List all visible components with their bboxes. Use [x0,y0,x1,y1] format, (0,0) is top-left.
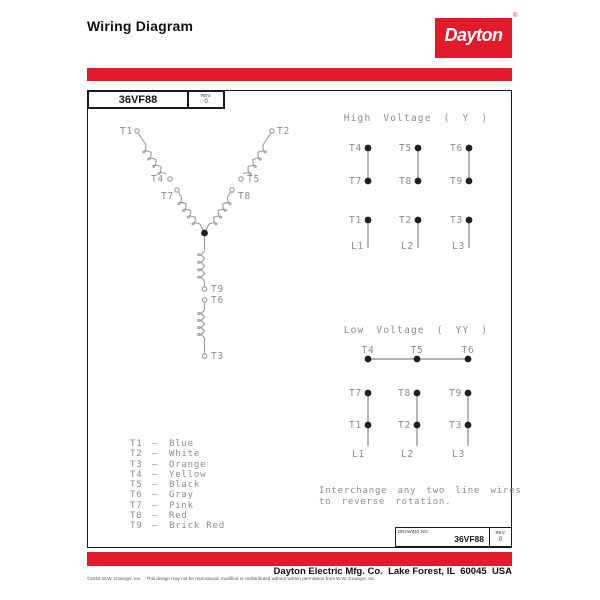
lv-mid-label: T2 [397,420,411,431]
hv-jumper-label-top: T6 [449,143,463,154]
top-red-bar [87,68,512,81]
hv-jumper-label-top: T4 [348,143,362,154]
label-T5: T5 [247,174,261,185]
label-T9: T9 [211,284,225,295]
legend-terminal: T5 [130,480,143,491]
legend-terminal: T7 [130,500,143,511]
rotation-note-line2: to reverse rotation. [319,496,452,507]
legend-dash: – [152,480,159,491]
legend-terminal: T2 [130,449,143,460]
legend-dash: – [152,490,159,501]
legend-row [130,511,225,521]
legend-dash: – [152,500,159,511]
label-T8: T8 [238,191,252,202]
legend-row [130,439,225,449]
legend-color-name: Orange [169,459,207,470]
rotation-note [319,486,522,507]
wire-color-legend [130,439,225,532]
part-number: 36VF88 [89,92,189,107]
label-T2: T2 [277,126,291,137]
label-T4: T4 [150,174,164,185]
legend-dash: – [152,439,159,449]
legend-terminal: T9 [130,521,143,532]
copyright-text: ©2015 W.W. Grainger, Inc. This design may not be reproduced, modified or redistributed without written permission from W.W. Grainger, Inc. [87,576,376,581]
legend-terminal: T6 [130,490,143,501]
hv-terminal-label: T2 [398,215,412,226]
label-T6: T6 [211,295,225,306]
bottom-rev-cell [490,528,511,546]
legend-color-name: Blue [169,439,194,449]
rev-value: 0 [204,99,208,106]
hv-jumper-label-bottom: T8 [398,176,412,187]
lv-tie-label: T5 [410,345,424,356]
lv-line-label: L1 [351,449,365,460]
legend-terminal: T4 [130,469,143,480]
bottom-title-block [395,527,512,547]
low-voltage-title: Low Voltage ( YY ) [343,325,489,336]
hv-terminal-label: T3 [449,215,463,226]
legend-row [130,460,225,470]
rotation-note-line1: Interchange any two line wires [319,486,522,496]
hv-terminal-label: T1 [348,215,362,226]
top-title-block [87,90,225,109]
rev-label: REV. [495,530,506,536]
legend-row [130,501,225,511]
legend-dash: – [152,469,159,480]
hv-jumper-label-bottom: T7 [348,176,362,187]
legend-color-name: Red [169,511,188,522]
legend-color-name: Pink [169,500,194,511]
lv-line-label: L3 [451,449,465,460]
legend-row [130,480,225,490]
dayton-logo [435,18,512,58]
label-T3: T3 [211,351,225,362]
legend-terminal: T8 [130,511,143,522]
hv-line-label: L3 [451,241,465,252]
legend-dash: – [152,511,159,522]
legend-color-name: Brick Red [169,521,225,532]
legend-terminal: T1 [130,439,143,449]
lv-mid-label: T1 [348,420,362,431]
hv-jumper-label-bottom: T9 [449,176,463,187]
high-voltage-title: High Voltage ( Y ) [343,113,489,124]
rev-value: 0 [498,536,503,543]
legend-row [130,490,225,500]
drawing-number-cell [396,528,490,546]
legend-color-name: Yellow [169,469,207,480]
lv-line-label: L2 [400,449,414,460]
label-T1: T1 [119,126,133,137]
drawing-no-value: 36VF88 [454,534,484,544]
registered-trademark-icon: ® [513,13,518,19]
label-T7: T7 [160,191,174,202]
hv-line-label: L1 [350,241,364,252]
legend-color-name: White [169,449,201,460]
lv-top-label: T7 [348,388,362,399]
legend-color-name: Gray [169,490,194,501]
lv-tie-label: T6 [461,345,475,356]
legend-color-name: Black [169,480,201,491]
document-title: Wiring Diagram [87,18,194,34]
legend-terminal: T3 [130,459,143,470]
lv-tie-label: T4 [361,345,375,356]
legend-dash: – [152,459,159,470]
hv-line-label: L2 [400,241,414,252]
legend-row [130,521,225,531]
lv-mid-label: T3 [448,420,462,431]
bottom-red-bar [87,552,512,566]
rev-label: REV. [200,92,212,98]
lv-top-label: T9 [448,388,462,399]
legend-dash: – [152,449,159,460]
legend-row [130,449,225,459]
company-address: Dayton Electric Mfg. Co. Lake Forest, IL 60045 USA [273,566,512,577]
legend-dash: – [152,521,159,532]
legend-row [130,470,225,480]
dayton-logo-text: Dayton [444,24,503,45]
drawing-no-label: DRAWING NO. [398,529,429,534]
top-rev-cell [189,92,223,107]
lv-top-label: T8 [397,388,411,399]
hv-jumper-label-top: T5 [398,143,412,154]
